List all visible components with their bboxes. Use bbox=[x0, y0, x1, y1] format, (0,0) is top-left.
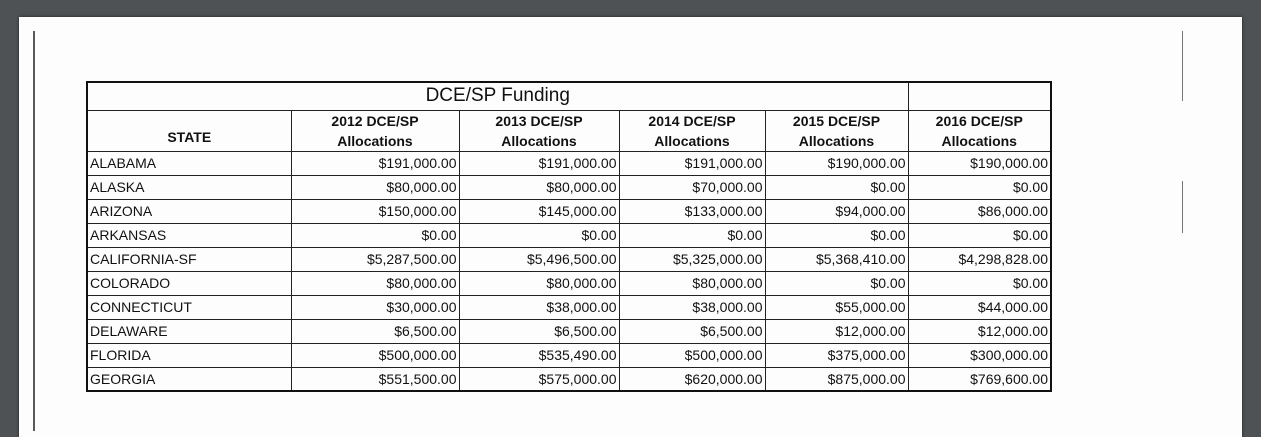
allocation-cell: $769,600.00 bbox=[908, 367, 1051, 391]
allocation-cell: $80,000.00 bbox=[459, 175, 619, 199]
state-cell: CALIFORNIA-SF bbox=[87, 247, 291, 271]
allocation-cell: $191,000.00 bbox=[459, 151, 619, 175]
scan-edge-left bbox=[33, 31, 35, 431]
column-header-line: 2013 DCE/SP bbox=[495, 112, 583, 129]
allocation-cell: $6,500.00 bbox=[619, 319, 765, 343]
allocation-cell: $38,000.00 bbox=[459, 295, 619, 319]
table-row bbox=[87, 199, 1051, 223]
state-cell: COLORADO bbox=[87, 271, 291, 295]
column-header-line: 2016 DCE/SP bbox=[935, 112, 1023, 129]
allocation-cell: $551,500.00 bbox=[291, 367, 459, 391]
allocation-cell: $0.00 bbox=[908, 223, 1051, 247]
header-row bbox=[87, 110, 1051, 151]
allocation-cell: $0.00 bbox=[619, 223, 765, 247]
state-cell: GEORGIA bbox=[87, 367, 291, 391]
column-header-state bbox=[87, 110, 291, 151]
state-cell: ALABAMA bbox=[87, 151, 291, 175]
allocation-cell: $70,000.00 bbox=[619, 175, 765, 199]
column-header-5 bbox=[908, 110, 1051, 151]
allocation-cell: $300,000.00 bbox=[908, 343, 1051, 367]
table-row bbox=[87, 343, 1051, 367]
table-row bbox=[87, 247, 1051, 271]
column-header-2 bbox=[459, 110, 619, 151]
column-header-line: Allocations bbox=[798, 132, 875, 149]
title-blank-cell bbox=[908, 82, 1051, 110]
allocation-cell: $12,000.00 bbox=[765, 319, 908, 343]
scan-edge-right-top bbox=[1182, 31, 1183, 101]
state-cell: ARIZONA bbox=[87, 199, 291, 223]
funding-table bbox=[86, 81, 1052, 392]
column-header-3 bbox=[619, 110, 765, 151]
allocation-cell: $4,298,828.00 bbox=[908, 247, 1051, 271]
allocation-cell: $80,000.00 bbox=[459, 271, 619, 295]
allocation-cell: $191,000.00 bbox=[619, 151, 765, 175]
allocation-cell: $12,000.00 bbox=[908, 319, 1051, 343]
allocation-cell: $575,000.00 bbox=[459, 367, 619, 391]
allocation-cell: $191,000.00 bbox=[291, 151, 459, 175]
allocation-cell: $5,368,410.00 bbox=[765, 247, 908, 271]
state-cell: CONNECTICUT bbox=[87, 295, 291, 319]
allocation-cell: $875,000.00 bbox=[765, 367, 908, 391]
column-header-line: STATE bbox=[167, 128, 212, 145]
allocation-cell: $80,000.00 bbox=[619, 271, 765, 295]
table-row bbox=[87, 295, 1051, 319]
table-row bbox=[87, 271, 1051, 295]
allocation-cell: $133,000.00 bbox=[619, 199, 765, 223]
allocation-cell: $5,496,500.00 bbox=[459, 247, 619, 271]
column-header-1 bbox=[291, 110, 459, 151]
table-title: DCE/SP Funding bbox=[87, 82, 908, 110]
allocation-cell: $500,000.00 bbox=[291, 343, 459, 367]
allocation-cell: $94,000.00 bbox=[765, 199, 908, 223]
column-header-line: 2012 DCE/SP bbox=[331, 112, 419, 129]
allocation-cell: $80,000.00 bbox=[291, 175, 459, 199]
table-row bbox=[87, 319, 1051, 343]
column-header-line: Allocations bbox=[501, 132, 577, 149]
allocation-cell: $0.00 bbox=[291, 223, 459, 247]
table-row bbox=[87, 223, 1051, 247]
allocation-cell: $0.00 bbox=[908, 271, 1051, 295]
column-header-line: Allocations bbox=[337, 132, 413, 149]
allocation-cell: $0.00 bbox=[765, 223, 908, 247]
table-row bbox=[87, 367, 1051, 391]
column-header-line: Allocations bbox=[941, 132, 1017, 149]
column-header-4 bbox=[765, 110, 908, 151]
allocation-cell: $375,000.00 bbox=[765, 343, 908, 367]
allocation-cell: $535,490.00 bbox=[459, 343, 619, 367]
allocation-cell: $620,000.00 bbox=[619, 367, 765, 391]
state-cell: FLORIDA bbox=[87, 343, 291, 367]
column-header-line: 2015 DCE/SP bbox=[792, 112, 881, 129]
allocation-cell: $0.00 bbox=[765, 175, 908, 199]
allocation-cell: $0.00 bbox=[908, 175, 1051, 199]
allocation-cell: $500,000.00 bbox=[619, 343, 765, 367]
allocation-cell: $150,000.00 bbox=[291, 199, 459, 223]
state-cell: DELAWARE bbox=[87, 319, 291, 343]
state-cell: ARKANSAS bbox=[87, 223, 291, 247]
allocation-cell: $30,000.00 bbox=[291, 295, 459, 319]
table-row bbox=[87, 175, 1051, 199]
allocation-cell: $6,500.00 bbox=[291, 319, 459, 343]
column-header-line: Allocations bbox=[654, 132, 730, 149]
column-header-line: 2014 DCE/SP bbox=[648, 112, 736, 129]
allocation-cell: $80,000.00 bbox=[291, 271, 459, 295]
allocation-cell: $44,000.00 bbox=[908, 295, 1051, 319]
allocation-cell: $55,000.00 bbox=[765, 295, 908, 319]
allocation-cell: $0.00 bbox=[765, 271, 908, 295]
allocation-cell: $38,000.00 bbox=[619, 295, 765, 319]
document-page bbox=[19, 17, 1242, 437]
table-row bbox=[87, 151, 1051, 175]
allocation-cell: $145,000.00 bbox=[459, 199, 619, 223]
allocation-cell: $6,500.00 bbox=[459, 319, 619, 343]
allocation-cell: $5,287,500.00 bbox=[291, 247, 459, 271]
allocation-cell: $0.00 bbox=[459, 223, 619, 247]
allocation-cell: $5,325,000.00 bbox=[619, 247, 765, 271]
allocation-cell: $190,000.00 bbox=[908, 151, 1051, 175]
allocation-cell: $86,000.00 bbox=[908, 199, 1051, 223]
table-body bbox=[87, 151, 1051, 391]
allocation-cell: $190,000.00 bbox=[765, 151, 908, 175]
state-cell: ALASKA bbox=[87, 175, 291, 199]
scan-edge-right-mid bbox=[1182, 181, 1183, 233]
